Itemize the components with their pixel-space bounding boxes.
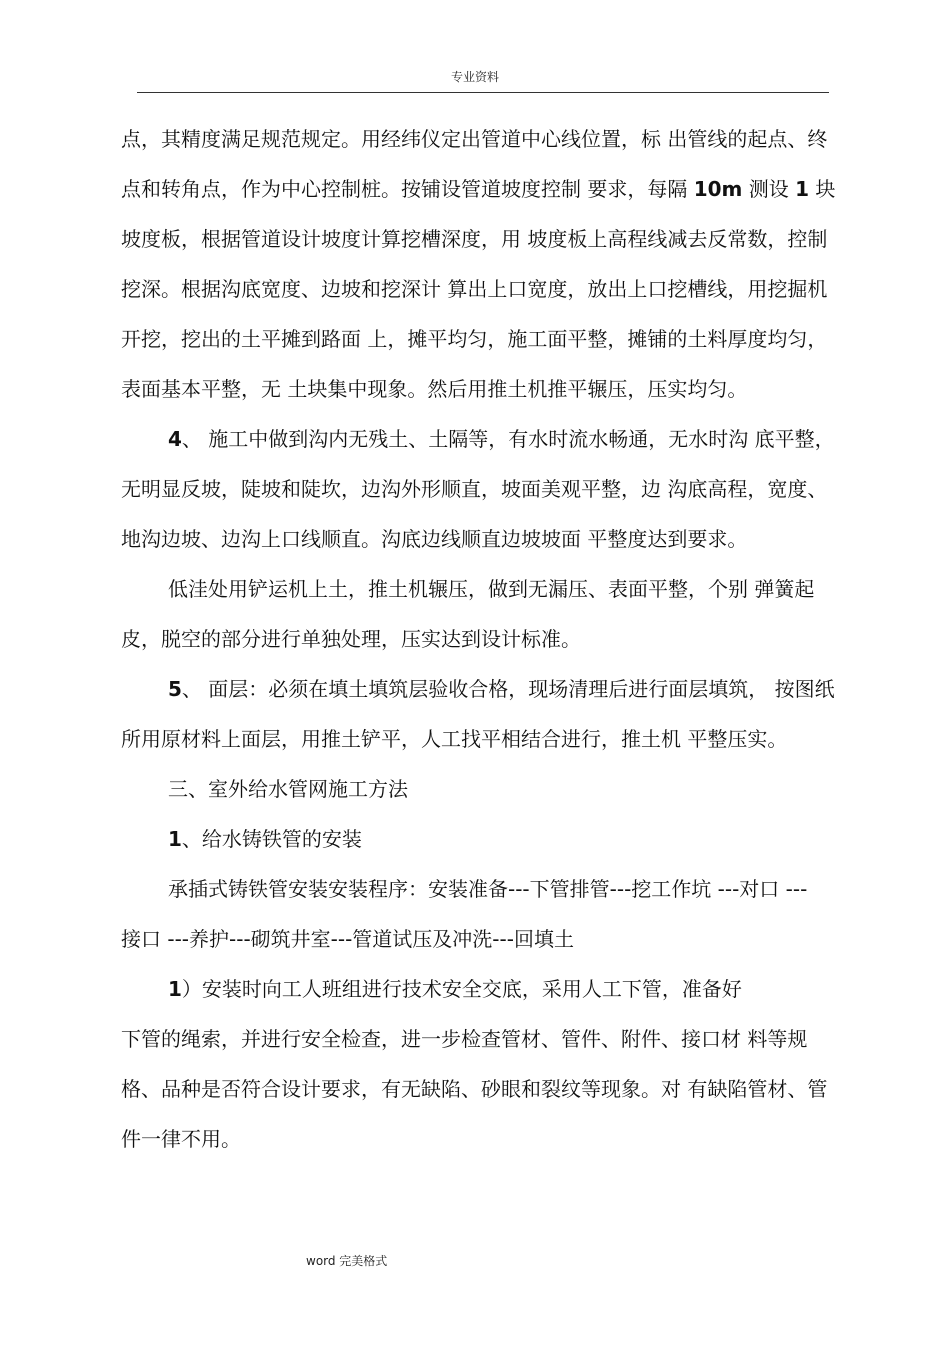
section-heading: 三、室外给水管网施工方法	[168, 777, 408, 801]
text-line: 下管的绳索，并进行安全检查，进一步检查管材、管件、附件、接口材 料等规	[121, 1027, 808, 1051]
page-footer: word 完美格式	[306, 1254, 388, 1268]
text-line: 挖深。根据沟底宽度、边坡和挖深计 算出上口宽度，放出上口挖槽线，用挖掘机	[121, 277, 828, 301]
text-line: 件一律不用。	[121, 1127, 241, 1151]
text-line: 承插式铸铁管安装安装程序：安装准备---下管排管---挖工作坑 ---对口 ---	[168, 877, 808, 901]
page-header: 专业资料	[450, 70, 499, 84]
subsection-heading: 1、给水铸铁管的安装	[168, 827, 362, 851]
text-line: 坡度板，根据管道设计坡度计算挖槽深度，用 坡度板上高程线减去反常数，控制	[121, 227, 828, 251]
text-line: 无明显反坡，陡坡和陡坎，边沟外形顺直，坡面美观平整，边 沟底高程，宽度、	[121, 477, 828, 501]
text-line: 点和转角点，作为中心控制桩。按铺设管道坡度控制 要求，每隔 10m 测设 1 块	[121, 177, 836, 201]
header-divider	[137, 92, 829, 93]
text-line: 1）安装时向工人班组进行技术安全交底，采用人工下管，准备好	[168, 977, 742, 1001]
text-line: 地沟边坡、边沟上口线顺直。沟底边线顺直边坡坡面 平整度达到要求。	[121, 527, 748, 551]
document-body	[121, 114, 836, 1164]
text-line: 开挖，挖出的土平摊到路面 上，摊平均匀，施工面平整，摊铺的土料厚度均匀，	[121, 327, 828, 351]
text-line: 表面基本平整，无 土块集中现象。然后用推土机推平辗压，压实均匀。	[121, 377, 748, 401]
text-line: 皮，脱空的部分进行单独处理，压实达到设计标准。	[121, 627, 581, 651]
text-line: 接口 ---养护---砌筑井室---管道试压及冲洗---回填土	[121, 927, 574, 951]
text-line: 点，其精度满足规范规定。用经纬仪定出管道中心线位置，标 出管线的起点、终	[121, 127, 828, 151]
text-line: 4、 施工中做到沟内无残土、土隔等，有水时流水畅通，无水时沟 底平整，	[168, 427, 835, 451]
text-line: 所用原材料上面层，用推土铲平，人工找平相结合进行，推土机 平整压实。	[121, 727, 788, 751]
text-line: 低洼处用铲运机上土，推土机辗压，做到无漏压、表面平整，个别 弹簧起	[168, 577, 815, 601]
text-line: 5、 面层：必须在填土填筑层验收合格，现场清理后进行面层填筑， 按图纸	[168, 677, 835, 701]
text-line: 格、品种是否符合设计要求，有无缺陷、砂眼和裂纹等现象。对 有缺陷管材、管	[121, 1077, 828, 1101]
